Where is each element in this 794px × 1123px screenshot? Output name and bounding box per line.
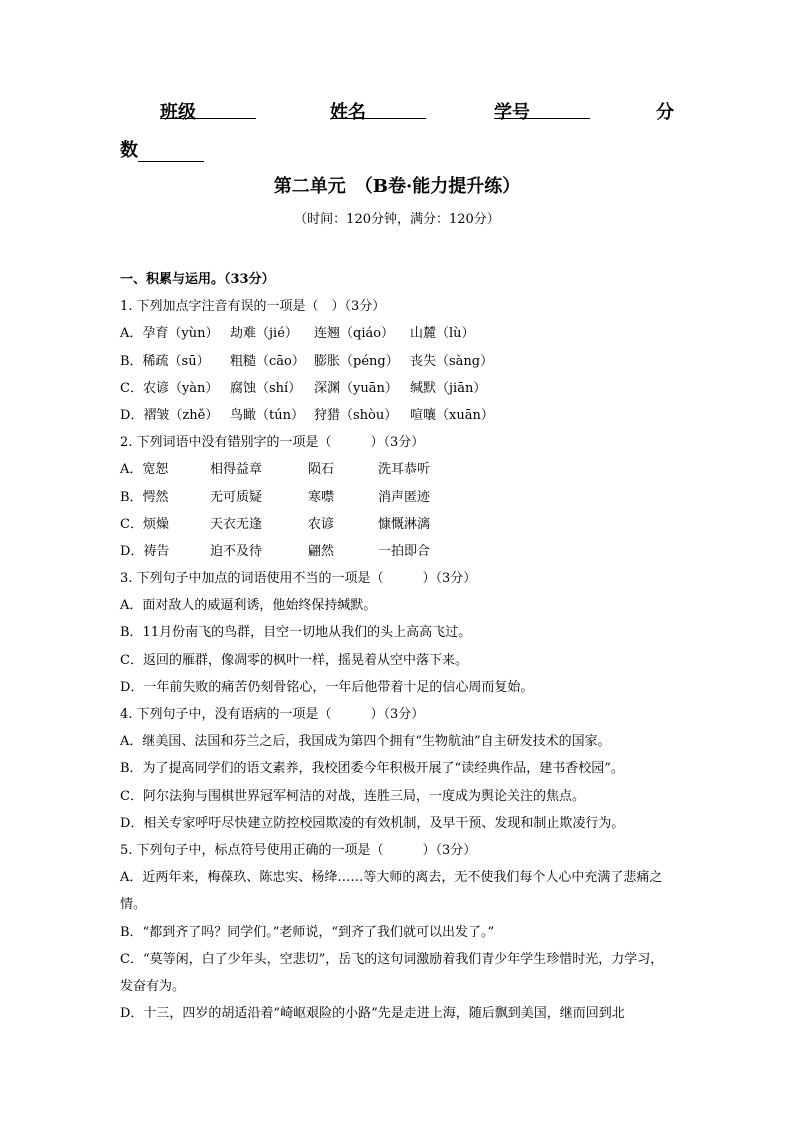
question-4-option-c: C．阿尔法狗与围棋世界冠军柯洁的对战，连胜三局，一度成为舆论关注的焦点。 bbox=[120, 788, 585, 804]
score-blank[interactable] bbox=[138, 141, 204, 162]
q2-d-2: 迫不及待 bbox=[210, 543, 263, 559]
page-title: 第二单元 （B卷·能力提升练） bbox=[273, 176, 521, 197]
question-1-option-b bbox=[120, 348, 676, 375]
class-label: 班级 bbox=[160, 102, 196, 123]
class-blank[interactable] bbox=[160, 98, 256, 119]
q2-b-4: 消声匿迹 bbox=[378, 489, 431, 505]
q1-b-1: B．稀疏（sū） bbox=[120, 353, 210, 369]
question-3-option-b: B．11月份南飞的鸟群，目空一切地从我们的头上高高飞过。 bbox=[120, 625, 472, 641]
q2-b-2: 无可质疑 bbox=[210, 489, 263, 505]
question-2-option-d bbox=[120, 538, 676, 565]
student-info-row bbox=[120, 98, 676, 124]
q2-d-4: 一拍即合 bbox=[378, 543, 431, 559]
q1-b-2: 粗糙（cāo） bbox=[230, 353, 305, 369]
q2-d-3: 翩然 bbox=[308, 543, 335, 559]
q1-a-4: 山麓（lù） bbox=[410, 326, 475, 342]
score-row bbox=[120, 136, 676, 162]
q2-a-4: 洗耳恭听 bbox=[378, 462, 431, 478]
score-label-part2: 数 bbox=[120, 140, 138, 161]
q2-d-1: D．祷告 bbox=[120, 543, 170, 559]
question-3-option-a: A．面对敌人的威逼利诱，他始终保持缄默。 bbox=[120, 598, 377, 614]
question-1-option-c bbox=[120, 375, 676, 402]
q2-a-3: 陨石 bbox=[308, 462, 335, 478]
q2-c-2: 天衣无逢 bbox=[210, 516, 263, 532]
student-id-blank[interactable] bbox=[494, 98, 590, 119]
q2-a-2: 相得益章 bbox=[210, 462, 263, 478]
score-label-part1: 分 bbox=[656, 102, 674, 123]
question-5-option-d: D．十三，四岁的胡适沿着“崎岖艰险的小路”先是走进上海，随后飘到美国，继而回到北 bbox=[120, 1006, 625, 1022]
q2-a-1: A．宽恕 bbox=[120, 462, 169, 478]
question-5-option-b: B．“都到齐了吗？同学们。”老师说，“到齐了我们就可以出发了。” bbox=[120, 924, 495, 940]
q2-b-3: 寒噤 bbox=[308, 489, 335, 505]
question-1-option-a bbox=[120, 320, 676, 347]
q1-a-1: A．孕育（yùn） bbox=[120, 326, 219, 342]
q1-c-1: C．农谚（yàn） bbox=[120, 380, 219, 396]
q1-b-4: 丧失（sàng） bbox=[410, 353, 494, 369]
question-1-option-d bbox=[120, 402, 676, 429]
question-3-stem: 3. 下列句子中加点的词语使用不当的一项是（ ）（3分） bbox=[120, 571, 477, 587]
question-4-stem: 4. 下列句子中，没有语病的一项是（ ）（3分） bbox=[120, 707, 425, 722]
page-subtitle: （时间：120分钟，满分：120分） bbox=[294, 212, 500, 227]
question-3-option-c: C．返回的雁群，像凋零的枫叶一样，摇晃着从空中落下来。 bbox=[120, 652, 468, 668]
question-2-option-b bbox=[120, 484, 676, 511]
question-4-option-a: A．继美国、法国和芬兰之后，我国成为第四个拥有“生物航油”自主研发技术的国家。 bbox=[120, 734, 611, 750]
q1-d-4: 喧嚷（xuān） bbox=[410, 407, 494, 423]
question-5-option-c: C．“莫等闲，白了少年头，空悲切”，岳飞的这句词激励着我们青少年学生珍惜时光，力学习，发奋有为。 bbox=[120, 951, 664, 994]
question-1-stem: 1. 下列加点字注音有误的一项是（ ）（3分） bbox=[120, 299, 386, 315]
question-3-option-d: D．一年前失败的痛苦仍刻骨铭心，一年后他带着十足的信心周而复始。 bbox=[120, 679, 534, 695]
q2-b-1: B．愕然 bbox=[120, 489, 169, 505]
q1-c-3: 深渊（yuān） bbox=[314, 380, 398, 396]
question-2-option-a bbox=[120, 456, 676, 483]
section-heading: 一、积累与运用。（33分） bbox=[120, 272, 275, 287]
q1-d-2: 鸟瞰（tún） bbox=[230, 407, 304, 423]
question-2-option-c bbox=[120, 511, 676, 538]
q1-a-2: 劫难（jié） bbox=[230, 326, 298, 342]
q2-c-1: C．烦燥 bbox=[120, 516, 169, 532]
question-2-stem: 2. 下列词语中没有错别字的一项是（ ）（3分） bbox=[120, 435, 425, 451]
q1-b-3: 膨胀（péng） bbox=[314, 353, 399, 369]
q1-a-3: 连翘（qiáo） bbox=[314, 326, 395, 342]
question-5-stem: 5. 下列句子中，标点符号使用正确的一项是（ ）（3分） bbox=[120, 842, 477, 858]
name-blank[interactable] bbox=[330, 98, 426, 119]
q1-c-4: 缄默（jiān） bbox=[410, 380, 487, 396]
questions bbox=[120, 266, 676, 1027]
q2-c-4: 慷慨淋漓 bbox=[378, 516, 431, 532]
question-4-option-d: D．相关专家呼吁尽快建立防控校园欺凌的有效机制，及早干预、发现和制止欺凌行为。 bbox=[120, 815, 625, 831]
student-id-label: 学号 bbox=[494, 102, 530, 123]
question-4-option-b: B．为了提高同学们的语文素养，我校团委今年积极开展了“读经典作品，建书香校园”。 bbox=[120, 761, 624, 777]
name-label: 姓名 bbox=[330, 102, 366, 123]
q1-c-2: 腐蚀（shí） bbox=[230, 380, 302, 396]
q1-d-3: 狩猎（shòu） bbox=[314, 407, 398, 423]
q2-c-3: 农谚 bbox=[308, 516, 335, 532]
question-5-option-a: A．近两年来，梅葆玖、陈忠实、杨绛……等大师的离去，无不使我们每个人心中充满了悲痛之情。 bbox=[120, 870, 663, 913]
q1-d-1: D．褶皱（zhě） bbox=[120, 407, 219, 423]
